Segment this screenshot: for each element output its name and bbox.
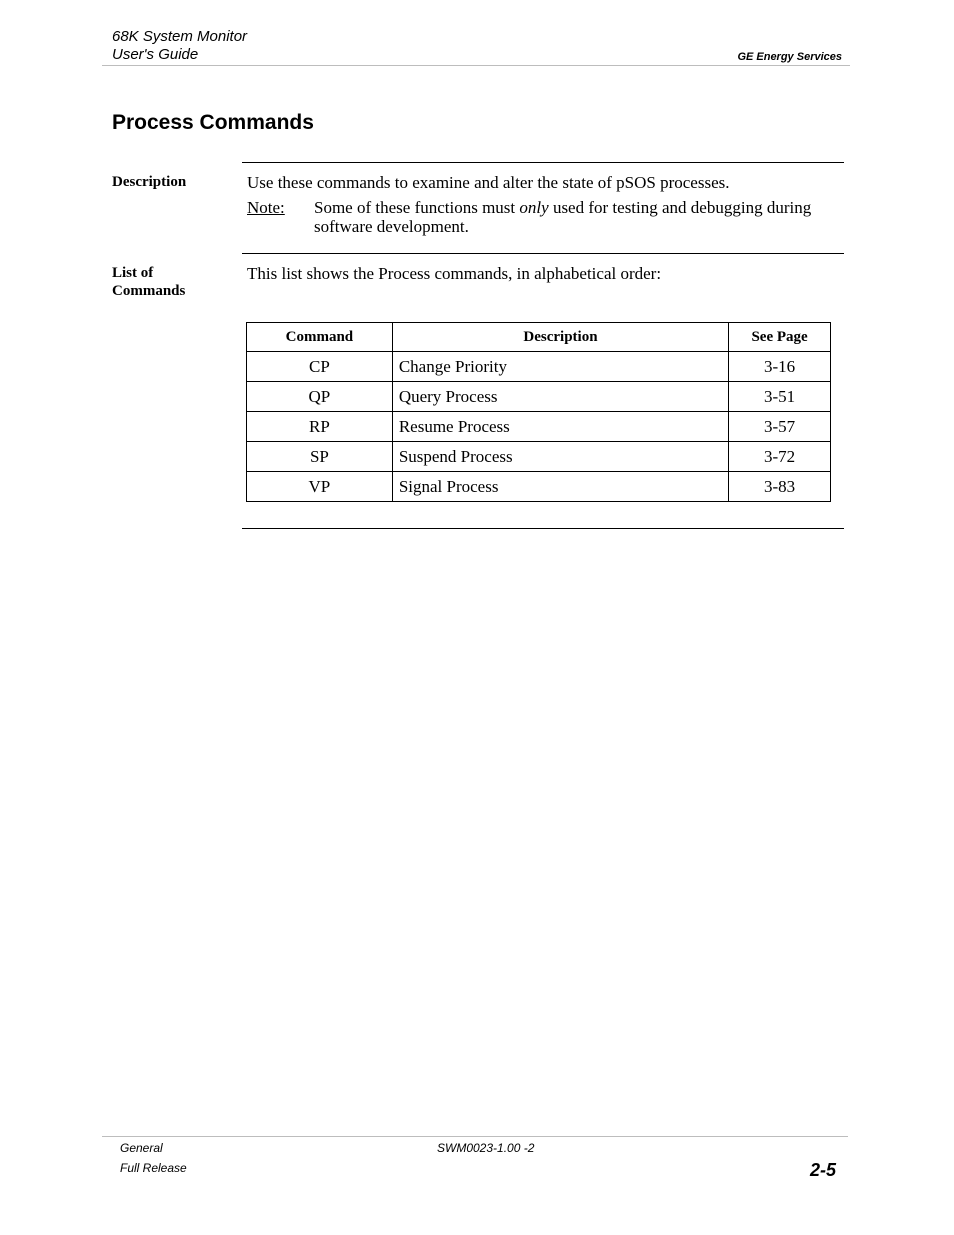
table-header-row	[247, 323, 831, 352]
page-cell: 3-72	[729, 442, 831, 472]
note-label: Note:	[247, 198, 285, 217]
list-intro: This list shows the Process commands, in alphabetical order:	[247, 264, 662, 283]
table-row	[247, 412, 831, 442]
list-label-line2: Commands	[112, 283, 186, 299]
command-cell: SP	[247, 442, 393, 472]
commands-table	[246, 322, 831, 502]
description-cell: Change Priority	[392, 352, 728, 382]
page-cell: 3-51	[729, 382, 831, 412]
description-cell: Query Process	[392, 382, 728, 412]
note-text-emphasis: only	[519, 198, 549, 217]
header-doc-title: 68K System Monitor	[112, 28, 248, 45]
footer-doc-number: SWM0023-1.00 -2	[437, 1141, 535, 1155]
command-cell: QP	[247, 382, 393, 412]
description-cell: Suspend Process	[392, 442, 728, 472]
section-divider-top	[242, 162, 844, 163]
command-cell: RP	[247, 412, 393, 442]
command-cell: CP	[247, 352, 393, 382]
list-label	[112, 264, 185, 300]
note-text-pre: Some of these functions must	[314, 198, 520, 217]
column-header-command: Command	[247, 323, 393, 352]
note-text-post: used for testing and debugging during software development.	[314, 198, 812, 236]
description-label: Description	[112, 174, 187, 190]
footer-release: Full Release	[120, 1161, 187, 1175]
section-divider-bottom	[242, 528, 844, 529]
running-header	[112, 28, 247, 64]
footer-category: General	[120, 1141, 163, 1155]
column-header-description: Description	[392, 323, 728, 352]
column-header-see-page: See Page	[729, 323, 831, 352]
section-divider-middle	[242, 253, 844, 254]
description-cell: Signal Process	[392, 472, 728, 502]
page-cell: 3-57	[729, 412, 831, 442]
note-text	[314, 198, 834, 236]
footer-divider	[102, 1136, 848, 1137]
page-cell: 3-83	[729, 472, 831, 502]
description-cell: Resume Process	[392, 412, 728, 442]
header-divider	[102, 65, 850, 66]
table-row	[247, 442, 831, 472]
page-title: Process Commands	[112, 111, 314, 134]
header-company: GE Energy Services	[737, 51, 842, 63]
header-doc-subtitle: User's Guide	[112, 46, 199, 63]
description-text: Use these commands to examine and alter the state of pSOS processes.	[247, 173, 730, 192]
page-number: 2-5	[809, 1160, 836, 1180]
table-row	[247, 472, 831, 502]
command-cell: VP	[247, 472, 393, 502]
list-label-line1: List of	[112, 265, 154, 281]
page-cell: 3-16	[729, 352, 831, 382]
table-row	[247, 382, 831, 412]
table-row	[247, 352, 831, 382]
